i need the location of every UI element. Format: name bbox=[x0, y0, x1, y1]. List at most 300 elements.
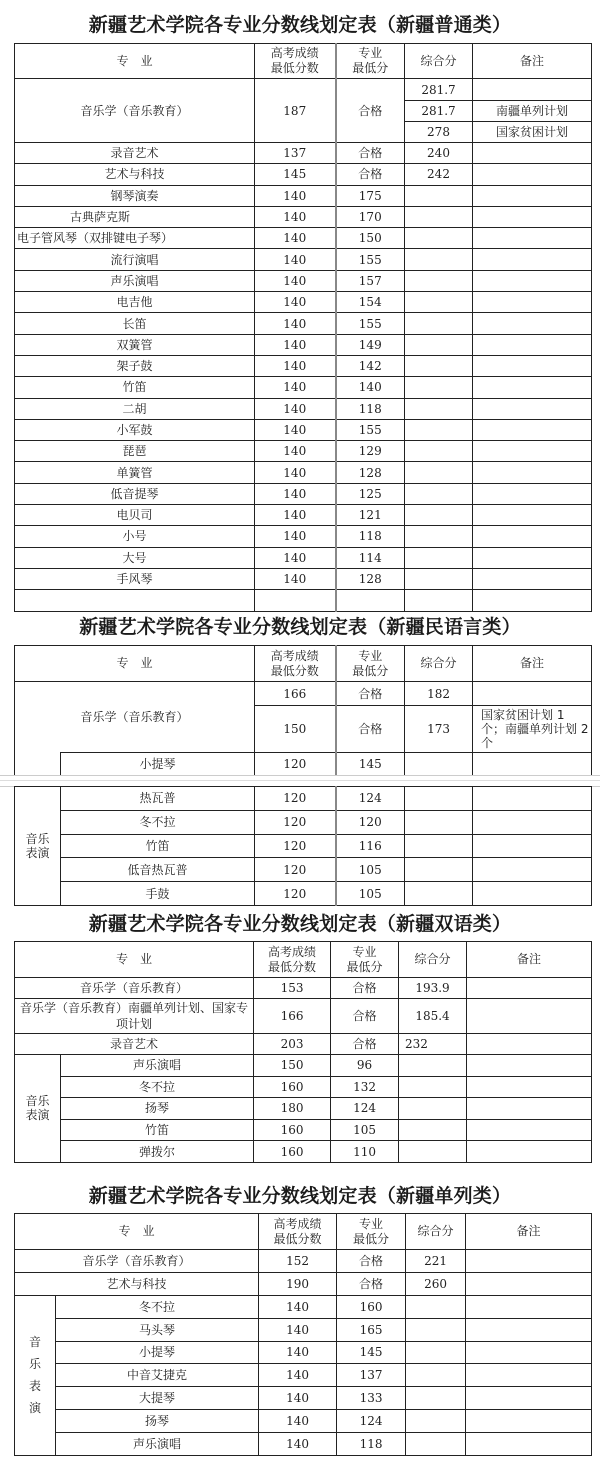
cell-major: 钢琴演奏 bbox=[15, 185, 255, 206]
cell-composite bbox=[405, 753, 473, 776]
cell-composite bbox=[405, 858, 473, 882]
header-gaokao-min: 高考成绩 最低分数 bbox=[259, 1214, 337, 1250]
cell-gaokao-min: 140 bbox=[255, 568, 336, 589]
cell-major: 低音提琴 bbox=[15, 483, 255, 504]
cell-major: 冬不拉 bbox=[61, 1076, 254, 1098]
cell-major-min: 121 bbox=[336, 505, 405, 526]
table-row bbox=[15, 1098, 592, 1120]
cell-notes bbox=[473, 787, 592, 811]
cell-major-min: 120 bbox=[336, 810, 405, 834]
header-major: 专 业 bbox=[15, 1214, 259, 1250]
cell-composite: 232 bbox=[399, 1034, 467, 1055]
cell-major-min: 合格 bbox=[336, 79, 405, 143]
table-row bbox=[15, 1341, 592, 1364]
cell-major-min: 140 bbox=[336, 377, 405, 398]
score-table-general bbox=[14, 43, 592, 612]
cell-gaokao-min: 137 bbox=[255, 143, 336, 164]
cell-major-min: 145 bbox=[336, 753, 405, 776]
table-row bbox=[15, 292, 592, 313]
cell-major-min: 149 bbox=[336, 334, 405, 355]
table-row bbox=[15, 1119, 592, 1141]
cell-gaokao-min: 120 bbox=[255, 882, 336, 906]
table-row bbox=[15, 999, 592, 1034]
cell-notes bbox=[473, 462, 592, 483]
cell-notes bbox=[473, 834, 592, 858]
cell-composite bbox=[405, 419, 473, 440]
cell-composite: 281.7 bbox=[405, 101, 473, 122]
cell-major: 艺术与科技 bbox=[15, 1273, 259, 1296]
cell-composite: 182 bbox=[405, 682, 473, 706]
cell-gaokao-min: 140 bbox=[255, 377, 336, 398]
table-row bbox=[15, 834, 592, 858]
cell-gaokao-min: 120 bbox=[255, 753, 336, 776]
cell-notes bbox=[467, 1119, 592, 1141]
cell-composite bbox=[405, 810, 473, 834]
table-header-row bbox=[15, 942, 592, 978]
cell-major-min: 110 bbox=[331, 1141, 399, 1163]
cell-major-min: 157 bbox=[336, 270, 405, 291]
cell-category: 音乐 表演 bbox=[15, 787, 61, 906]
cell-major-min: 合格 bbox=[336, 164, 405, 185]
cell-composite bbox=[405, 377, 473, 398]
header-notes: 备注 bbox=[467, 942, 592, 978]
cell-major: 音乐学（音乐教育） bbox=[15, 1250, 259, 1273]
cell-composite bbox=[406, 1296, 466, 1319]
cell-major: 中音艾捷克 bbox=[56, 1364, 259, 1387]
cell-gaokao-min: 140 bbox=[255, 292, 336, 313]
cell-composite bbox=[399, 1119, 467, 1141]
cell-notes bbox=[473, 164, 592, 185]
table-row bbox=[15, 1076, 592, 1098]
cell-composite bbox=[405, 270, 473, 291]
cell-major: 竹笛 bbox=[61, 834, 255, 858]
cell-major-min: 160 bbox=[337, 1296, 406, 1319]
table-row bbox=[15, 682, 592, 706]
cell-notes bbox=[473, 206, 592, 227]
header-notes: 备注 bbox=[473, 44, 592, 79]
cell-notes bbox=[473, 810, 592, 834]
cell-major: 马头琴 bbox=[56, 1318, 259, 1341]
table-row bbox=[15, 526, 592, 547]
cell-major-min: 118 bbox=[336, 526, 405, 547]
cell-gaokao-min: 140 bbox=[255, 526, 336, 547]
table-row bbox=[15, 143, 592, 164]
header-gaokao-min: 高考成绩 最低分数 bbox=[254, 942, 331, 978]
cell-gaokao-min: 166 bbox=[254, 999, 331, 1034]
cell-gaokao-min: 160 bbox=[254, 1119, 331, 1141]
cell-notes bbox=[473, 682, 592, 706]
cell-notes bbox=[473, 882, 592, 906]
cell-major-min: 155 bbox=[336, 313, 405, 334]
cell-major-min: 合格 bbox=[336, 682, 405, 706]
cell-major-min: 154 bbox=[336, 292, 405, 313]
table-title-separate-quota: 新疆艺术学院各专业分数线划定表（新疆单列类） bbox=[88, 1185, 512, 1207]
cell-composite: 281.7 bbox=[405, 79, 473, 101]
cell-gaokao-min: 120 bbox=[255, 858, 336, 882]
cell-composite bbox=[406, 1364, 466, 1387]
cell-composite: 221 bbox=[406, 1250, 466, 1273]
cell-gaokao-min: 203 bbox=[254, 1034, 331, 1055]
cell-composite bbox=[405, 590, 473, 611]
cell-major: 二胡 bbox=[15, 398, 255, 419]
cell-composite bbox=[405, 206, 473, 227]
cell-major: 大提琴 bbox=[56, 1387, 259, 1410]
table-row bbox=[15, 547, 592, 568]
cell-major: 手风琴 bbox=[15, 568, 255, 589]
header-major-min: 专业 最低分 bbox=[336, 44, 405, 79]
cell-major-min: 155 bbox=[336, 249, 405, 270]
cell-major-min: 150 bbox=[336, 228, 405, 249]
cell-composite: 278 bbox=[405, 122, 473, 143]
cell-major: 声乐演唱 bbox=[15, 270, 255, 291]
table-row bbox=[15, 810, 592, 834]
cell-major: 录音艺术 bbox=[15, 1034, 254, 1055]
cell-major-min: 合格 bbox=[331, 978, 399, 999]
cell-major: 冬不拉 bbox=[61, 810, 255, 834]
cell-notes bbox=[473, 377, 592, 398]
cell-gaokao-min: 140 bbox=[255, 441, 336, 462]
cell-notes bbox=[473, 228, 592, 249]
header-major: 专 业 bbox=[15, 646, 255, 682]
cell-notes bbox=[473, 483, 592, 504]
cell-composite bbox=[399, 1076, 467, 1098]
cell-major: 单簧管 bbox=[15, 462, 255, 483]
cell-major: 小提琴 bbox=[56, 1341, 259, 1364]
header-notes: 备注 bbox=[466, 1214, 592, 1250]
cell-composite bbox=[406, 1409, 466, 1432]
cell-major: 艺术与科技 bbox=[15, 164, 255, 185]
table-row bbox=[15, 1432, 592, 1455]
table-row bbox=[15, 1034, 592, 1055]
cell-major: 竹笛 bbox=[61, 1119, 254, 1141]
cell-gaokao-min bbox=[255, 590, 336, 611]
cell-major-min: 合格 bbox=[331, 999, 399, 1034]
cell-gaokao-min: 140 bbox=[255, 249, 336, 270]
cell-gaokao-min: 140 bbox=[255, 483, 336, 504]
cell-gaokao-min: 120 bbox=[255, 787, 336, 811]
cell-notes bbox=[467, 1141, 592, 1163]
cell-major: 电子管风琴（双排键电子琴） bbox=[15, 228, 255, 249]
table-row bbox=[15, 185, 592, 206]
cell-major-min: 145 bbox=[337, 1341, 406, 1364]
cell-major-min: 116 bbox=[336, 834, 405, 858]
cell-notes bbox=[473, 143, 592, 164]
cell-notes bbox=[473, 505, 592, 526]
cell-major-min: 合格 bbox=[336, 143, 405, 164]
cell-gaokao-min: 120 bbox=[255, 810, 336, 834]
cell-major-min: 124 bbox=[336, 787, 405, 811]
cell-gaokao-min: 140 bbox=[255, 334, 336, 355]
table-row bbox=[15, 334, 592, 355]
cell-notes bbox=[473, 355, 592, 376]
table-row bbox=[15, 313, 592, 334]
cell-major: 小号 bbox=[15, 526, 255, 547]
table-row bbox=[15, 270, 592, 291]
cell-notes: 国家贫困计划 bbox=[473, 122, 592, 143]
cell-major: 电贝司 bbox=[15, 505, 255, 526]
table-header-row bbox=[15, 44, 592, 79]
cell-major-min: 105 bbox=[331, 1119, 399, 1141]
cell-gaokao-min: 140 bbox=[255, 547, 336, 568]
header-composite: 综合分 bbox=[406, 1214, 466, 1250]
cell-major-min: 132 bbox=[331, 1076, 399, 1098]
cell-major: 热瓦普 bbox=[61, 787, 255, 811]
cell-major-min: 合格 bbox=[336, 706, 405, 753]
cell-major: 音乐学（音乐教育） bbox=[15, 682, 255, 753]
cell-notes bbox=[473, 590, 592, 611]
cell-notes bbox=[467, 1076, 592, 1098]
cell-major: 竹笛 bbox=[15, 377, 255, 398]
header-major: 专 业 bbox=[15, 942, 254, 978]
cell-composite bbox=[405, 505, 473, 526]
cell-gaokao-min: 140 bbox=[259, 1409, 337, 1432]
cell-notes bbox=[466, 1296, 592, 1319]
table-row bbox=[15, 858, 592, 882]
cell-composite bbox=[405, 834, 473, 858]
cell-notes bbox=[473, 313, 592, 334]
table-row bbox=[15, 590, 592, 611]
cell-gaokao-min: 140 bbox=[255, 206, 336, 227]
cell-major-min: 128 bbox=[336, 568, 405, 589]
cell-major: 流行演唱 bbox=[15, 249, 255, 270]
cell-composite bbox=[405, 462, 473, 483]
cell-major: 长笛 bbox=[15, 313, 255, 334]
cell-major: 小提琴 bbox=[61, 753, 255, 776]
cell-gaokao-min: 140 bbox=[259, 1432, 337, 1455]
table-row bbox=[15, 1296, 592, 1319]
cell-category: 音 乐 表 演 bbox=[15, 1296, 56, 1456]
header-major: 专 业 bbox=[15, 44, 255, 79]
cell-notes bbox=[467, 1055, 592, 1077]
table-row bbox=[15, 787, 592, 811]
cell-notes bbox=[473, 547, 592, 568]
header-composite: 综合分 bbox=[405, 646, 473, 682]
cell-notes bbox=[473, 334, 592, 355]
cell-notes bbox=[467, 1034, 592, 1055]
cell-notes bbox=[473, 398, 592, 419]
table-row bbox=[15, 882, 592, 906]
header-gaokao-min: 高考成绩 最低分数 bbox=[255, 646, 336, 682]
cell-major: 声乐演唱 bbox=[56, 1432, 259, 1455]
table-row bbox=[15, 79, 592, 101]
cell-major-min: 165 bbox=[337, 1318, 406, 1341]
table-title-minority-language: 新疆艺术学院各专业分数线划定表（新疆民语言类） bbox=[79, 616, 521, 638]
table-row bbox=[15, 1318, 592, 1341]
cell-gaokao-min: 140 bbox=[255, 313, 336, 334]
cell-major: 扬琴 bbox=[56, 1409, 259, 1432]
cell-gaokao-min: 152 bbox=[259, 1250, 337, 1273]
cell-composite bbox=[405, 441, 473, 462]
table-row bbox=[15, 568, 592, 589]
cell-major: 手鼓 bbox=[61, 882, 255, 906]
cell-major-min: 129 bbox=[336, 441, 405, 462]
cell-major-min: 合格 bbox=[337, 1250, 406, 1273]
cell-major-min: 125 bbox=[336, 483, 405, 504]
cell-major: 音乐学（音乐教育） bbox=[15, 978, 254, 999]
cell-gaokao-min: 153 bbox=[254, 978, 331, 999]
cell-composite bbox=[399, 1055, 467, 1077]
cell-gaokao-min: 140 bbox=[255, 270, 336, 291]
table-row bbox=[15, 1409, 592, 1432]
cell-composite bbox=[405, 547, 473, 568]
cell-major: 低音热瓦普 bbox=[61, 858, 255, 882]
cell-composite bbox=[406, 1387, 466, 1410]
cell-major-min: 105 bbox=[336, 858, 405, 882]
cell-major-min: 128 bbox=[336, 462, 405, 483]
cell-gaokao-min: 187 bbox=[255, 79, 336, 143]
cell-composite bbox=[405, 882, 473, 906]
table-row bbox=[15, 1273, 592, 1296]
cell-composite bbox=[406, 1432, 466, 1455]
cell-composite bbox=[405, 313, 473, 334]
score-table-separate-quota bbox=[14, 1213, 592, 1456]
cell-composite bbox=[405, 228, 473, 249]
cell-gaokao-min: 140 bbox=[255, 505, 336, 526]
cell-major: 声乐演唱 bbox=[61, 1055, 254, 1077]
cell-gaokao-min: 140 bbox=[259, 1318, 337, 1341]
cell-composite bbox=[399, 1141, 467, 1163]
header-major-min: 专业 最低分 bbox=[337, 1214, 406, 1250]
cell-major-min: 124 bbox=[331, 1098, 399, 1120]
cell-major-min: 合格 bbox=[331, 1034, 399, 1055]
cell-notes bbox=[466, 1250, 592, 1273]
cell-composite bbox=[405, 787, 473, 811]
cell-notes: 南疆单列计划 bbox=[473, 101, 592, 122]
cell-notes bbox=[473, 858, 592, 882]
cell-major-min: 170 bbox=[336, 206, 405, 227]
cell-major-min bbox=[336, 590, 405, 611]
cell-composite: 193.9 bbox=[399, 978, 467, 999]
cell-gaokao-min: 180 bbox=[254, 1098, 331, 1120]
cell-major-min: 118 bbox=[337, 1432, 406, 1455]
cell-notes bbox=[473, 526, 592, 547]
cell-gaokao-min: 145 bbox=[255, 164, 336, 185]
table-row bbox=[15, 206, 592, 227]
cell-major-min: 133 bbox=[337, 1387, 406, 1410]
cell-major: 弹拨尔 bbox=[61, 1141, 254, 1163]
cell-major-min: 105 bbox=[336, 882, 405, 906]
table-title-bilingual: 新疆艺术学院各专业分数线划定表（新疆双语类） bbox=[88, 913, 512, 935]
cell-major: 双簧管 bbox=[15, 334, 255, 355]
table-title-general: 新疆艺术学院各专业分数线划定表（新疆普通类） bbox=[88, 14, 512, 36]
cell-major-min: 155 bbox=[336, 419, 405, 440]
cell-major: 扬琴 bbox=[61, 1098, 254, 1120]
cell-gaokao-min: 140 bbox=[255, 185, 336, 206]
table-row bbox=[15, 228, 592, 249]
cell-notes bbox=[473, 270, 592, 291]
cell-composite bbox=[406, 1341, 466, 1364]
cell-composite: 173 bbox=[405, 706, 473, 753]
header-notes: 备注 bbox=[473, 646, 592, 682]
cell-composite bbox=[405, 568, 473, 589]
cell-major: 音乐学（音乐教育） bbox=[15, 79, 255, 143]
cell-major-min: 142 bbox=[336, 355, 405, 376]
cell-major-min: 137 bbox=[337, 1364, 406, 1387]
cell-gaokao-min: 140 bbox=[255, 355, 336, 376]
cell-composite: 260 bbox=[406, 1273, 466, 1296]
cell-composite bbox=[405, 526, 473, 547]
cell-notes bbox=[467, 1098, 592, 1120]
cell-notes: 国家贫困计划 1 个；南疆单列计划 2 个 bbox=[473, 706, 592, 753]
cell-composite bbox=[405, 185, 473, 206]
cell-major: 古典萨克斯 bbox=[15, 206, 255, 227]
table-row bbox=[15, 505, 592, 526]
table-row bbox=[15, 398, 592, 419]
cell-major: 音乐学（音乐教育）南疆单列计划、国家专项计划 bbox=[15, 999, 254, 1034]
cell-major: 录音艺术 bbox=[15, 143, 255, 164]
cell-major-min: 118 bbox=[336, 398, 405, 419]
cell-composite bbox=[405, 334, 473, 355]
cell-composite bbox=[405, 249, 473, 270]
cell-category bbox=[15, 753, 61, 776]
table-row bbox=[15, 1055, 592, 1077]
score-table-bilingual bbox=[14, 941, 592, 1163]
cell-gaokao-min: 160 bbox=[254, 1141, 331, 1163]
table-row bbox=[15, 1141, 592, 1163]
cell-notes bbox=[473, 419, 592, 440]
table-row bbox=[15, 1364, 592, 1387]
cell-notes bbox=[466, 1341, 592, 1364]
cell-composite: 240 bbox=[405, 143, 473, 164]
cell-notes bbox=[473, 441, 592, 462]
cell-gaokao-min: 140 bbox=[255, 398, 336, 419]
cell-notes bbox=[473, 79, 592, 101]
cell-major: 冬不拉 bbox=[56, 1296, 259, 1319]
cell-gaokao-min: 140 bbox=[259, 1387, 337, 1410]
score-table-minority-language-b bbox=[14, 786, 592, 906]
cell-composite bbox=[399, 1098, 467, 1120]
cell-gaokao-min: 150 bbox=[255, 706, 336, 753]
cell-major: 琵琶 bbox=[15, 441, 255, 462]
table-row bbox=[15, 1387, 592, 1410]
cell-major-min: 合格 bbox=[337, 1273, 406, 1296]
cell-composite: 242 bbox=[405, 164, 473, 185]
cell-notes bbox=[473, 185, 592, 206]
cell-major-min: 175 bbox=[336, 185, 405, 206]
table-header-row bbox=[15, 1214, 592, 1250]
cell-gaokao-min: 140 bbox=[259, 1341, 337, 1364]
cell-notes bbox=[466, 1273, 592, 1296]
cell-notes bbox=[466, 1318, 592, 1341]
cell-gaokao-min: 150 bbox=[254, 1055, 331, 1077]
header-major-min: 专业 最低分 bbox=[336, 646, 405, 682]
cell-notes bbox=[466, 1387, 592, 1410]
cell-gaokao-min: 140 bbox=[259, 1364, 337, 1387]
table-row bbox=[15, 978, 592, 999]
table-row bbox=[15, 441, 592, 462]
table-row bbox=[15, 483, 592, 504]
table-row bbox=[15, 1250, 592, 1273]
table-row bbox=[15, 164, 592, 185]
cell-notes bbox=[466, 1432, 592, 1455]
table-header-row bbox=[15, 646, 592, 682]
header-composite: 综合分 bbox=[405, 44, 473, 79]
score-table-minority-language-a bbox=[14, 645, 592, 776]
header-gaokao-min: 高考成绩 最低分数 bbox=[255, 44, 336, 79]
cell-major bbox=[15, 590, 255, 611]
table-row bbox=[15, 355, 592, 376]
table-row bbox=[15, 377, 592, 398]
cell-notes bbox=[473, 753, 592, 776]
cell-notes bbox=[467, 999, 592, 1034]
cell-gaokao-min: 160 bbox=[254, 1076, 331, 1098]
cell-notes bbox=[466, 1409, 592, 1432]
cell-notes bbox=[473, 568, 592, 589]
cell-gaokao-min: 140 bbox=[255, 228, 336, 249]
cell-gaokao-min: 140 bbox=[259, 1296, 337, 1319]
cell-major: 大号 bbox=[15, 547, 255, 568]
header-composite: 综合分 bbox=[399, 942, 467, 978]
